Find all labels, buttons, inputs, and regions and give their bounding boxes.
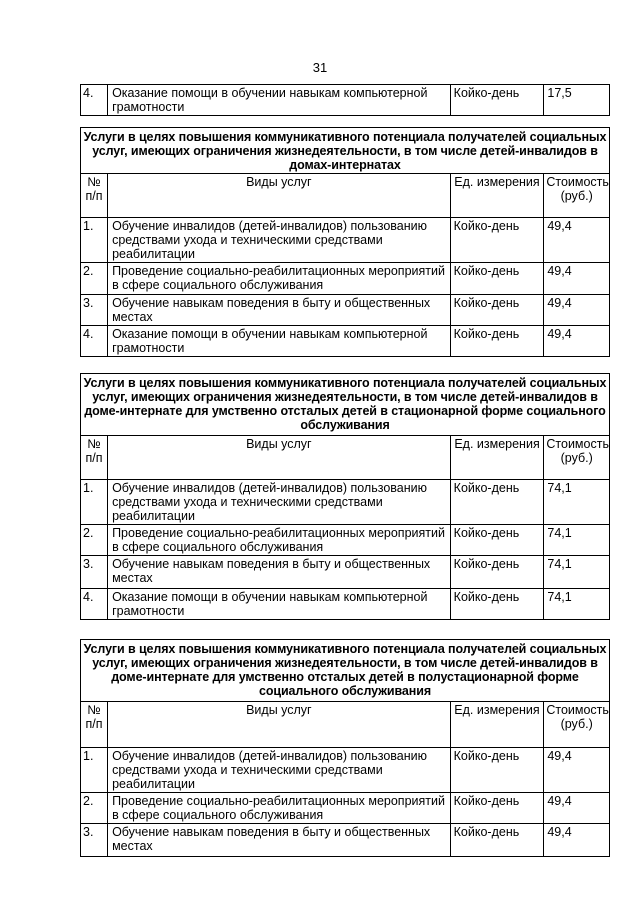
service-name: Оказание помощи в обучении навыкам компьютерной грамотности [108,326,451,357]
col-header-unit: Ед. измерения [450,702,544,748]
table-header-row [81,436,610,480]
unit-cell: Койко-день [450,295,544,326]
service-name: Проведение социально-реабилитационных мероприятий в сфере социального обслуживания [108,263,451,295]
col-header-price: Стоимость (руб.) [544,436,610,480]
price-cell: 49,4 [544,263,610,295]
row-number: 3. [81,824,108,857]
table-row [81,218,610,263]
page-number: 31 [312,60,328,75]
table-row [81,556,610,589]
section-title: Услуги в целях повышения коммуникативного потенциала получателей социальных услуг, имеющих ограничения жизнедеятельности, в том числе детей-инвалидов в домах-интернатах [81,128,610,174]
service-name: Обучение навыкам поведения в быту и общественных местах [108,295,451,326]
row-number: 2. [81,263,108,295]
table-row [81,589,610,620]
price-cell: 74,1 [544,589,610,620]
table-row [81,748,610,793]
table-row [81,263,610,295]
unit-cell: Койко-день [450,85,544,116]
price-cell: 49,4 [544,748,610,793]
service-name: Обучение навыкам поведения в быту и общественных местах [108,824,451,857]
section-title: Услуги в целях повышения коммуникативного потенциала получателей социальных услуг, имеющих ограничения жизнедеятельности, в том числе детей-инвалидов в доме-интернате для умственно отсталых детей в стационарной форме социального обслуживания [81,374,610,436]
table-row [81,824,610,857]
unit-cell: Койко-день [450,480,544,525]
unit-cell: Койко-день [450,263,544,295]
col-header-number: № п/п [81,174,108,218]
unit-cell: Койко-день [450,556,544,589]
table-row [81,525,610,556]
service-name: Обучение навыкам поведения в быту и общественных местах [108,556,451,589]
continuation-table [80,84,610,116]
table-row [81,295,610,326]
price-cell: 74,1 [544,480,610,525]
row-number: 3. [81,556,108,589]
col-header-price: Стоимость (руб.) [544,174,610,218]
col-header-price: Стоимость (руб.) [544,702,610,748]
unit-cell: Койко-день [450,748,544,793]
table-row [81,793,610,824]
col-header-unit: Ед. измерения [450,174,544,218]
row-number: 4. [81,85,108,116]
service-name: Оказание помощи в обучении навыкам компьютерной грамотности [108,589,451,620]
section-table [80,373,610,620]
table-header-row [81,702,610,748]
section-table [80,127,610,357]
row-number: 1. [81,748,108,793]
price-cell: 49,4 [544,793,610,824]
row-number: 3. [81,295,108,326]
col-header-name: Виды услуг [108,702,451,748]
col-header-number: № п/п [81,702,108,748]
service-name: Обучение инвалидов (детей-инвалидов) пользованию средствами ухода и техническими средствами реабилитации [108,748,451,793]
col-header-name: Виды услуг [108,174,451,218]
col-header-number: № п/п [81,436,108,480]
unit-cell: Койко-день [450,218,544,263]
row-number: 2. [81,525,108,556]
row-number: 4. [81,326,108,357]
table-row [81,326,610,357]
price-cell: 74,1 [544,525,610,556]
service-name: Оказание помощи в обучении навыкам компьютерной грамотности [108,85,451,116]
table-header-row [81,174,610,218]
section-title: Услуги в целях повышения коммуникативного потенциала получателей социальных услуг, имеющих ограничения жизнедеятельности, в том числе детей-инвалидов в доме-интернате для умственно отсталых детей в полустационарной форме социального обслуживания [81,640,610,702]
service-name: Обучение инвалидов (детей-инвалидов) пользованию средствами ухода и техническими средствами реабилитации [108,480,451,525]
section-table [80,639,610,857]
service-name: Обучение инвалидов (детей-инвалидов) пользованию средствами ухода и техническими средствами реабилитации [108,218,451,263]
table-row [81,85,610,116]
unit-cell: Койко-день [450,326,544,357]
unit-cell: Койко-день [450,824,544,857]
service-name: Проведение социально-реабилитационных мероприятий в сфере социального обслуживания [108,525,451,556]
unit-cell: Койко-день [450,525,544,556]
row-number: 1. [81,218,108,263]
price-cell: 49,4 [544,824,610,857]
unit-cell: Койко-день [450,589,544,620]
price-cell: 49,4 [544,218,610,263]
col-header-unit: Ед. измерения [450,436,544,480]
row-number: 2. [81,793,108,824]
unit-cell: Койко-день [450,793,544,824]
price-cell: 49,4 [544,295,610,326]
col-header-name: Виды услуг [108,436,451,480]
price-cell: 49,4 [544,326,610,357]
service-name: Проведение социально-реабилитационных мероприятий в сфере социального обслуживания [108,793,451,824]
row-number: 4. [81,589,108,620]
price-cell: 17,5 [544,85,610,116]
row-number: 1. [81,480,108,525]
table-row [81,480,610,525]
price-cell: 74,1 [544,556,610,589]
